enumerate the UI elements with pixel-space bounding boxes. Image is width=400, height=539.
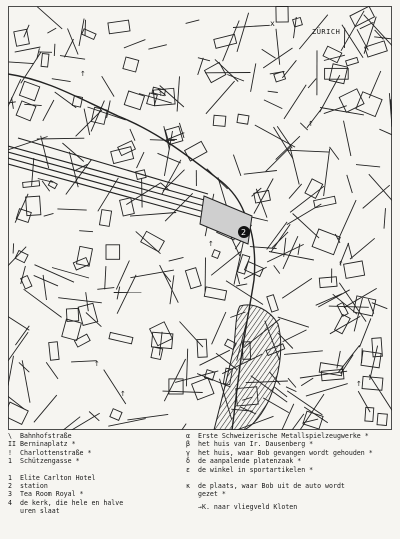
city-block [106,245,120,259]
city-block [305,179,323,198]
legend-symbol: κ [186,482,190,491]
svg-text:↑: ↑ [356,380,362,388]
street-line [282,404,294,430]
legend-text: Elite Carlton Hotel [20,473,96,482]
street-line [237,13,249,52]
street-line [15,47,41,52]
city-block [109,332,133,343]
city-block [192,378,214,400]
city-block [267,295,279,312]
legend-item [8,457,178,465]
city-block [237,114,249,124]
street-line [287,391,322,415]
city-block [110,409,122,421]
street-line [130,270,174,278]
street-line [79,231,93,232]
street-line [347,175,353,193]
city-block [151,347,163,359]
street-line [97,288,114,290]
street-line [274,265,280,273]
street-line [107,101,111,119]
legend-kappa-continuation: gezet * [198,490,226,499]
street-line [84,109,90,135]
street-line [9,62,34,64]
street-line [108,419,145,427]
street-line [198,58,210,61]
street-line [130,129,135,141]
map-border [9,7,392,430]
city-block [344,261,365,278]
river [8,74,255,430]
street-line [324,149,330,197]
street-line [104,370,126,404]
street-line [236,284,247,286]
legend-item [186,457,398,465]
street-line [350,238,375,259]
street-line [379,129,392,135]
street-line [124,40,145,48]
street-line [54,44,55,56]
street-line [283,330,307,342]
street-line [71,361,97,362]
city-block [321,369,344,380]
city-block [62,319,82,340]
street-line [262,49,276,58]
street-line [206,81,235,114]
street-line [137,152,145,168]
street-line [34,395,57,422]
city-block [377,413,387,425]
legend-symbol: ! [8,448,12,457]
street-line [89,412,99,421]
svg-text:↑: ↑ [120,390,126,398]
street-line [268,91,278,92]
svg-text:↑: ↑ [208,240,214,248]
street-line [8,247,26,266]
street-line [43,275,46,300]
legend-symbol: 2 [8,482,12,491]
street-line [284,351,323,355]
city-block [141,231,165,251]
street-line [233,25,270,27]
city-block [48,181,57,189]
legend-text: Bahnhofstraße [20,432,72,440]
street-line [251,63,256,91]
street-line [46,362,58,379]
legend-text: Tea Room Royal * [20,490,84,499]
legend-symbol: 1 [8,473,12,482]
street-line [363,185,390,208]
street-line [339,200,357,239]
city-block [204,287,226,300]
street-line [98,178,119,212]
legend-symbol: 1 [8,457,12,466]
legend-symbol: γ [186,448,190,457]
street-line [8,317,29,331]
street-network [8,6,392,430]
city-block [276,6,288,22]
street-line [344,288,377,307]
street-line [42,181,50,192]
legend-text: station [20,482,48,491]
street-line [43,100,54,121]
city-name-label: ZÜRICH [312,28,341,36]
city-block [185,141,207,161]
city-block [325,68,349,79]
street-line [290,148,299,185]
street-line [329,306,369,307]
street-line [298,244,300,255]
street-line [52,79,71,82]
street-line [8,102,16,103]
legend-text: Schützengasse * [20,457,80,466]
street-line [47,28,56,33]
legend-item [8,432,178,440]
legend-airport-arrow: →K. naar vliegveld Kloten [198,502,298,511]
lake [214,305,281,430]
street-line [180,322,203,348]
legend-text: het huis van Ir. Dausenberg * [198,440,314,449]
street-line [8,396,25,409]
street-line [284,85,306,119]
street-line [369,174,392,200]
legend-left [8,432,178,516]
city-block [23,181,40,188]
street-line [294,17,297,38]
street-line [117,287,120,300]
city-block [185,268,201,289]
legend-item [8,474,178,482]
city-block [329,64,347,84]
street-line [105,266,106,289]
street-line [300,123,307,130]
svg-text:↑: ↑ [338,260,344,268]
street-line [91,101,104,132]
street-line [148,45,166,50]
street-line [37,7,62,29]
street-line [186,20,200,24]
street-line [274,387,287,397]
street-line [52,268,89,279]
street-line [278,317,309,327]
city-block [49,342,59,361]
street-line [255,125,295,147]
city-block [335,315,351,334]
city-block [21,276,32,289]
street-line [358,391,370,412]
street-line [384,208,386,229]
legend-item [8,490,178,498]
street-line [198,58,204,75]
street-line [269,252,314,261]
street-line [212,312,226,344]
street-line [86,292,89,311]
street-line [57,209,86,210]
legend-text: het huis, waar Bob gevangen wordt gehouden * [198,448,373,457]
city-block [339,89,364,112]
street-line [370,346,378,380]
legend-symbol: β [186,440,190,449]
street-line [158,153,181,163]
legend-item [186,449,398,457]
city-block [73,258,89,270]
street-line [186,349,187,387]
city-block [361,351,381,368]
street-line [306,384,348,397]
legend-item [8,440,178,448]
street-line [369,375,392,410]
legend-place-continuation: uren slaat [20,507,60,516]
city-block [365,407,374,421]
street-line [64,39,73,57]
legend-item [8,482,178,490]
city-block [16,101,36,121]
city-block [312,229,340,255]
city-map [8,6,392,430]
street-line [233,155,241,176]
street-line [287,150,329,152]
street-line [169,257,184,261]
street-line [35,265,75,283]
street-line [102,76,114,96]
street-line [127,414,168,420]
legend-text: Erste Schweizerische Metallspielzeugwerke * [198,432,369,440]
street-line [44,213,54,216]
street-line [60,56,85,60]
legend-item [8,499,178,507]
street-line [360,318,371,347]
street-line [227,75,244,82]
street-line [182,424,186,430]
city-block [99,210,111,227]
legend-text: de plaats, waar Bob uit de auto wordt [198,482,345,491]
svg-text:↑: ↑ [308,120,314,128]
street-line [13,243,14,253]
street-line [356,165,380,167]
legend-symbol: \ [8,432,12,440]
city-block [293,17,303,26]
legend-text: de aanpalende platenzaak * [198,457,302,466]
street-line [58,298,102,303]
street-line [344,121,351,156]
street-line [271,224,290,252]
svg-text:↑: ↑ [94,360,100,368]
north-mark: x [270,19,275,28]
city-block [108,20,130,34]
street-line [86,313,102,327]
street-line [116,261,129,290]
legend-symbol: δ [186,457,190,466]
street-line [301,378,313,386]
legend-symbol: 4 [8,498,12,507]
city-block [353,296,375,316]
street-line [369,71,381,98]
street-line [175,371,218,383]
city-block [77,246,93,266]
street-line [348,243,352,259]
city-block [213,115,226,126]
street-line [308,79,316,88]
city-block [314,196,336,207]
city-block [147,93,158,106]
city-block [14,29,30,46]
street-line [12,98,14,109]
street-line [177,76,179,111]
street-line [300,371,347,378]
street-line [37,48,40,59]
street-line [34,275,58,286]
svg-text:↑: ↑ [158,90,164,98]
legend-text: de winkel in sportartikelen * [198,465,314,474]
street-line [289,184,302,199]
legend-item [186,440,398,448]
street-line [244,171,277,175]
city-block [212,250,220,259]
street-line [21,266,26,284]
street-line [24,289,62,317]
street-line [200,350,230,365]
street-line [22,360,30,402]
legend-item-kappa [186,482,398,490]
street-line [288,378,296,387]
city-block [346,57,359,65]
street-line [63,417,80,430]
legend-right [186,432,398,511]
street-line [130,213,176,217]
street-line [237,273,240,284]
legend-symbol: 3 [8,490,12,499]
city-block [19,81,39,100]
legend-item [8,449,178,457]
city-block [41,54,49,68]
city-block [26,196,41,216]
legend-text: Berninaplatz * [20,440,76,449]
street-line [79,19,84,46]
station-marker-label: 2 [241,228,247,237]
legend-symbol: II [8,440,16,449]
street-line [85,20,86,36]
street-line [72,413,100,430]
city-block [362,376,383,390]
legend-item [186,432,398,440]
street-line [276,136,300,159]
city-block [8,402,28,424]
street-line [37,138,85,139]
legend-symbol: α [186,432,190,440]
street-line [264,100,282,109]
city-block [82,29,96,40]
legend-text: de kerk, die hele en halve [20,498,124,507]
street-line [316,294,342,306]
legend-symbol: ε [186,465,190,474]
street-line [282,278,312,298]
street-line [223,21,240,62]
city-block [319,363,343,376]
legend-item [186,466,398,474]
street-line [266,146,292,171]
street-line [320,108,364,115]
street-line [339,345,360,372]
street-line [304,407,328,423]
street-line [8,332,28,361]
city-block [123,57,139,72]
street-line [68,29,79,55]
street-line [293,214,320,239]
legend-text: Charlottenstraße * [20,448,92,457]
street-line [330,147,339,160]
city-block [319,277,337,288]
street-line [303,419,318,423]
svg-text:↑: ↑ [80,70,86,78]
